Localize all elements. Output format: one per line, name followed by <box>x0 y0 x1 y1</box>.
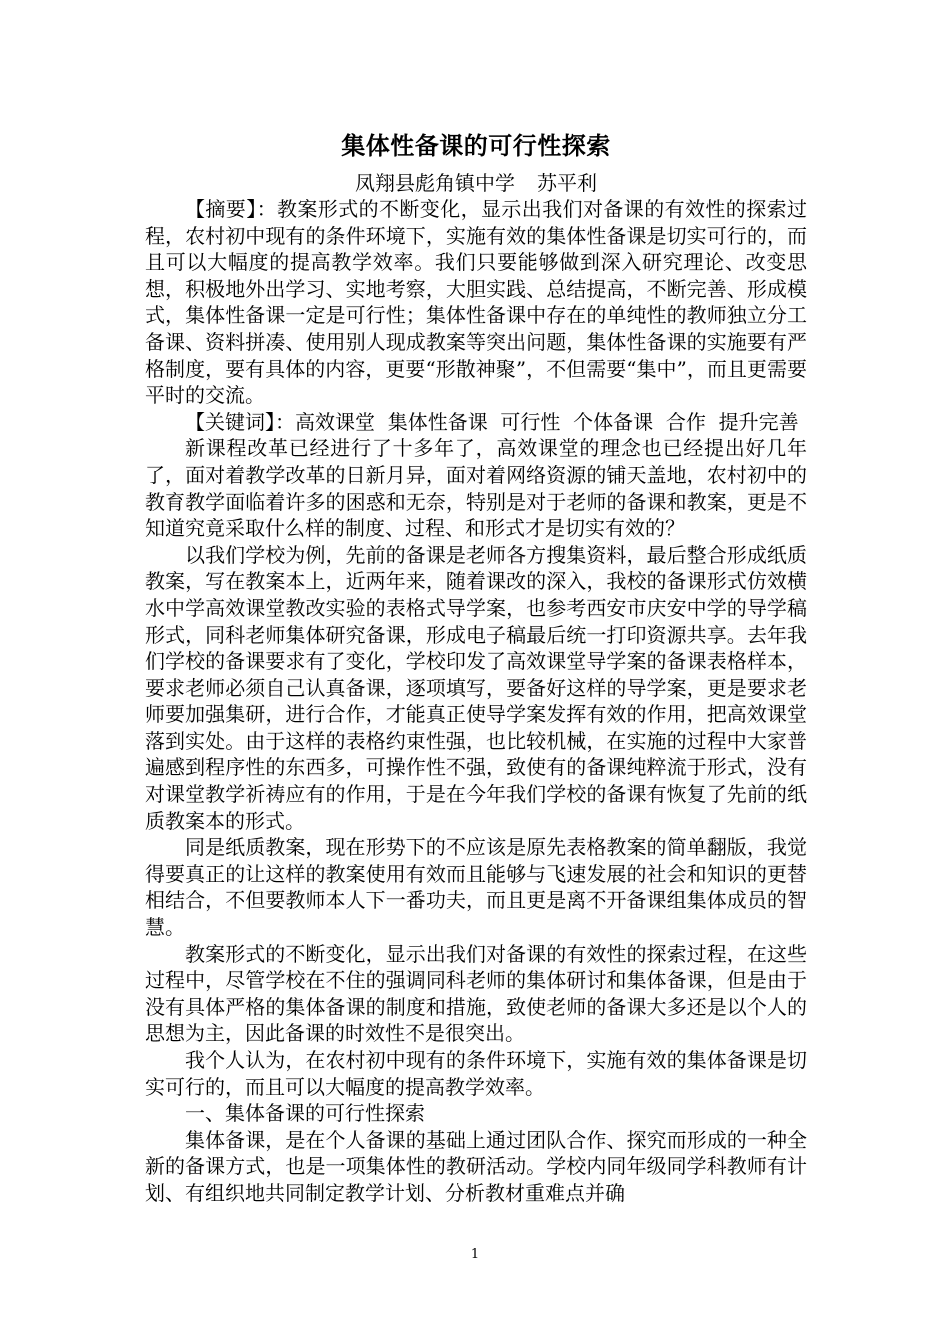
author-school: 凤翔县彪角镇中学 <box>355 171 515 195</box>
author-name: 苏平利 <box>537 171 597 195</box>
keywords-paragraph <box>145 409 807 436</box>
abstract-label: 【摘要】 <box>185 197 257 221</box>
body-paragraph: 以我们学校为例，先前的备课是老师各方搜集资料，最后整合形成纸质教案，写在教案本上，近两年来，随着课改的深入，我校的备课形式仿效横水中学高效课堂教改实验的表格式导学案，也参考西安市庆安中学的导学稿形式，同科老师集体研究备课，形成电子稿最后统一打印资源共享。去年我们学校的备课要求有了变化，学校印发了高效课堂导学案的备课表格样本，要求老师必须自己认真备课，逐项填写，要备好这样的导学案，更是要求老师要加强集研，进行合作，才能真正使导学案发挥有效的作用，把高效课堂落到实处。由于这样的表格约束性强，也比较机械，在实施的过程中大家普遍感到程序性的东西多，可操作性不强，致使有的备课纯粹流于形式，没有对课堂教学祈祷应有的作用，于是在今年我们学校的备课有恢复了先前的纸质教案本的形式。 <box>145 542 807 833</box>
document-body <box>145 128 807 1207</box>
body-paragraph: 教案形式的不断变化，显示出我们对备课的有效性的探索过程，在这些过程中，尽管学校在不住的强调同科老师的集体研讨和集体备课，但是由于没有具体严格的集体备课的制度和措施，致使老师的备课大多还是以个人的思想为主，因此备课的时效性不是很突出。 <box>145 941 807 1046</box>
keywords-text: ：高效课堂 集体性备课 可行性 个体备课 合作 提升完善 <box>275 409 799 434</box>
section-heading: 一、集体备课的可行性探索 <box>185 1101 425 1126</box>
body-paragraph: 我个人认为，在农村初中现有的条件环境下，实施有效的集体备课是切实可行的，而且可以大幅度的提高教学效率。 <box>145 1048 807 1099</box>
body-paragraph: 新课程改革已经进行了十多年了，高效课堂的理念也已经提出好几年了，面对着教学改革的日新月异，面对着网络资源的铺天盖地，农村初中的教育教学面临着许多的困惑和无奈，特别是对于老师的备课和教案，更是不知道究竟采取什么样的制度、过程、和形式才是切实有效的？ <box>145 436 807 541</box>
page-number: 1 <box>470 1247 480 1262</box>
author-line <box>145 170 807 196</box>
document-title: 集体性备课的可行性探索 <box>341 131 611 160</box>
body-paragraph: 同是纸质教案，现在形势下的不应该是原先表格教案的简单翻版，我觉得要真正的让这样的教案使用有效而且能够与飞速发展的社会和知识的更替相结合，不但要教师本人下一番功夫，而且更是离不开备课组集体成员的智慧。 <box>145 835 807 940</box>
abstract-text: ：教案形式的不断变化，显示出我们对备课的有效性的探索过程，农村初中现有的条件环境下，实施有效的集体性备课是切实可行的，而且可以大幅度的提高教学效率。我们只要能够做到深入研究理论、改变思想，积极地外出学习、实地考察，大胆实践、总结提高，不断完善、形成模式，集体性备课一定是可行性；集体性备课中存在的单纯性的教师独立分工备课、资料拼凑、使用别人现成教案等突出问题，集体性备课的实施要有严格制度，要有具体的内容，更要“形散神聚”，不但需要“集中”，而且更需要平时的交流。 <box>145 197 808 408</box>
keywords-label: 【关键词】 <box>185 409 275 434</box>
abstract-paragraph <box>145 196 807 409</box>
section-paragraph: 集体备课，是在个人备课的基础上通过团队合作、探究而形成的一种全新的备课方式，也是一项集体性的教研活动。学校内同年级同学科教师有计划、有组织地共同制定教学计划、分析教材重难点并确 <box>145 1127 807 1205</box>
